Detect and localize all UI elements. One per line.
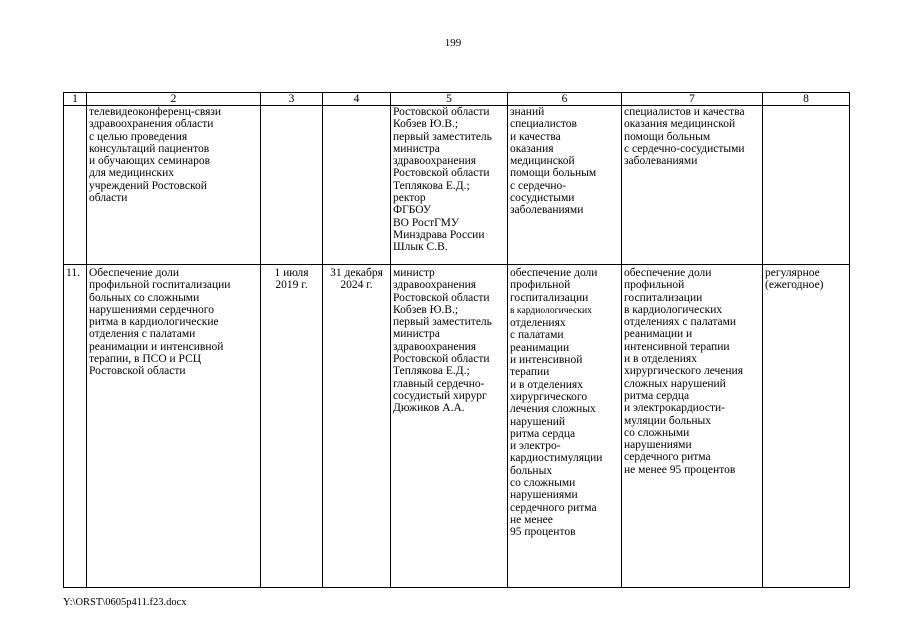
result-cell: знаний специалистов и качества оказания медицинской помощи больным с сердечно- сосудистыми заболеваниями — [508, 106, 622, 265]
column-number: 1 — [64, 93, 87, 106]
frequency-cell — [763, 106, 850, 265]
column-number: 4 — [323, 93, 391, 106]
responsible-cell: Ростовской области Кобзев Ю.В.; первый заместитель министра здравоохранения Ростовской области Теплякова Е.Д.; ректор ФГБОУ ВО РостГМУ Минздрава России Шлык С.В. — [391, 106, 508, 265]
start-date-cell: 1 июля 2019 г. — [261, 265, 323, 588]
result-cell — [508, 265, 622, 588]
row-number-cell — [64, 106, 87, 265]
plan-table — [63, 92, 850, 588]
row-number-cell: 11. — [64, 265, 87, 588]
end-date-cell: 31 декабря 2024 г. — [323, 265, 391, 588]
result-text: отделениях с палатами реанимации и интенсивной терапии и в отделениях хирургического лечения сложных нарушений ритма сердца и электро- кардиостимуляции больных со сложными нарушениями сердечного ритма не менее 95 процентов — [510, 317, 603, 539]
outcome-cell: обеспечение доли профильной госпитализации в кардиологических отделениях с палатами реанимации и интенсивной терапии и в отделениях хирургического лечения сложных нарушений ритма сердца и электрокардиости- муляции больных со сложными нарушениями сердечного ритма не менее 95 процентов — [622, 265, 763, 588]
frequency-cell: регулярное (ежегодное) — [763, 265, 850, 588]
result-text: обеспечение доли профильной госпитализации — [510, 267, 598, 304]
outcome-cell: специалистов и качества оказания медицинской помощи больным с сердечно-сосудистыми заболеваниями — [622, 106, 763, 265]
responsible-cell: министр здравоохранения Ростовской области Кобзев Ю.В.; первый заместитель министра здравоохранения Ростовской области Теплякова Е.Д.; главный сердечно- сосудистый хирург Дюжиков А.А. — [391, 265, 508, 588]
column-number: 8 — [763, 93, 850, 106]
table-row — [64, 265, 850, 588]
column-number: 5 — [391, 93, 508, 106]
table-row — [64, 106, 850, 265]
column-number: 7 — [622, 93, 763, 106]
activity-cell: Обеспечение доли профильной госпитализации больных со сложными нарушениями сердечного ритма в кардиологические отделения с палатами реанимации и интенсивной терапии, в ПСО и РСЦ Ростовской области — [87, 265, 261, 588]
column-number: 3 — [261, 93, 323, 106]
file-path-footer: Y:\ORST\0605p411.f23.docx — [63, 597, 187, 608]
page-number: 199 — [444, 37, 462, 49]
column-number: 6 — [508, 93, 622, 106]
column-number: 2 — [87, 93, 261, 106]
table-header-row — [64, 93, 850, 106]
result-text-small: в кардиологических — [510, 304, 592, 316]
activity-cell: телевидеоконференц-связи здравоохранения области с целью проведения консультаций пациентов и обучающих семинаров для медицинских учреждений Ростовской области — [87, 106, 261, 265]
start-date-cell — [261, 106, 323, 265]
end-date-cell — [323, 106, 391, 265]
